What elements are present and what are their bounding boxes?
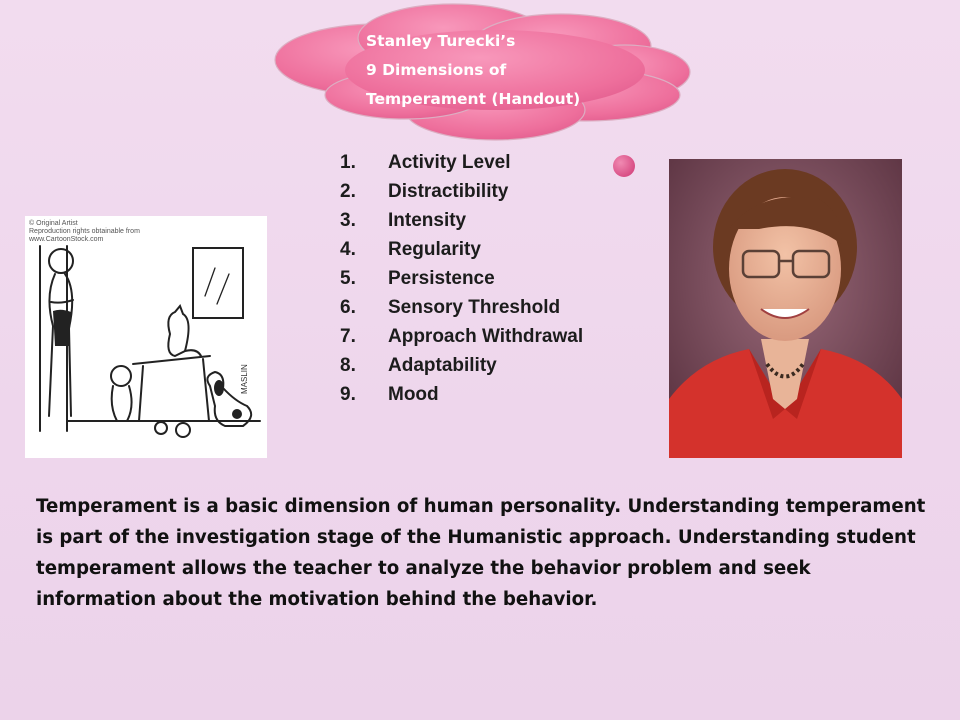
list-item <box>340 351 583 380</box>
cartoon-caption: © Original Artist Reproduction rights obtainable from www.CartoonStock.com <box>29 220 140 243</box>
list-item <box>340 177 583 206</box>
dimensions-list <box>340 148 583 409</box>
list-number: 7. <box>340 326 356 347</box>
list-label: Sensory Threshold <box>388 297 561 318</box>
portrait-photo <box>669 159 902 458</box>
list-number: 1. <box>340 152 356 173</box>
list-item <box>340 206 583 235</box>
list-label: Activity Level <box>388 152 511 173</box>
list-label: Adaptability <box>388 355 497 376</box>
thought-dot-large <box>613 155 635 177</box>
cartoon-image <box>25 216 267 458</box>
list-label: Distractibility <box>388 181 509 202</box>
cartoon-signature: MASLIN <box>240 364 249 394</box>
list-label: Approach Withdrawal <box>388 326 584 347</box>
list-label: Mood <box>388 384 439 405</box>
list-number: 4. <box>340 239 356 260</box>
list-number: 3. <box>340 210 356 231</box>
cloud-title <box>366 27 636 114</box>
list-number: 6. <box>340 297 356 318</box>
cloud-title-line: 9 Dimensions of <box>366 61 507 79</box>
list-item <box>340 322 583 351</box>
list-item <box>340 380 583 409</box>
list-number: 8. <box>340 355 356 376</box>
cloud-title-line: Stanley Turecki’s <box>366 32 516 50</box>
body-paragraph: Temperament is a basic dimension of human personality. Understanding temperament is part of the investigation stage of the Humanistic approach. Understanding student temperament allows the teacher to analyze the behavior problem and seek information about the motivation behind the behavior. <box>36 496 926 610</box>
cloud-title-line: Temperament (Handout) <box>366 90 581 108</box>
list-item <box>340 293 583 322</box>
list-number: 2. <box>340 181 356 202</box>
cartoon-drawing <box>25 216 267 458</box>
list-label: Intensity <box>388 210 467 231</box>
list-number: 9. <box>340 384 356 405</box>
list-item <box>340 148 583 177</box>
list-item <box>340 235 583 264</box>
list-item <box>340 264 583 293</box>
list-label: Regularity <box>388 239 481 260</box>
list-number: 5. <box>340 268 356 289</box>
list-label: Persistence <box>388 268 495 289</box>
portrait-drawing <box>669 159 902 458</box>
